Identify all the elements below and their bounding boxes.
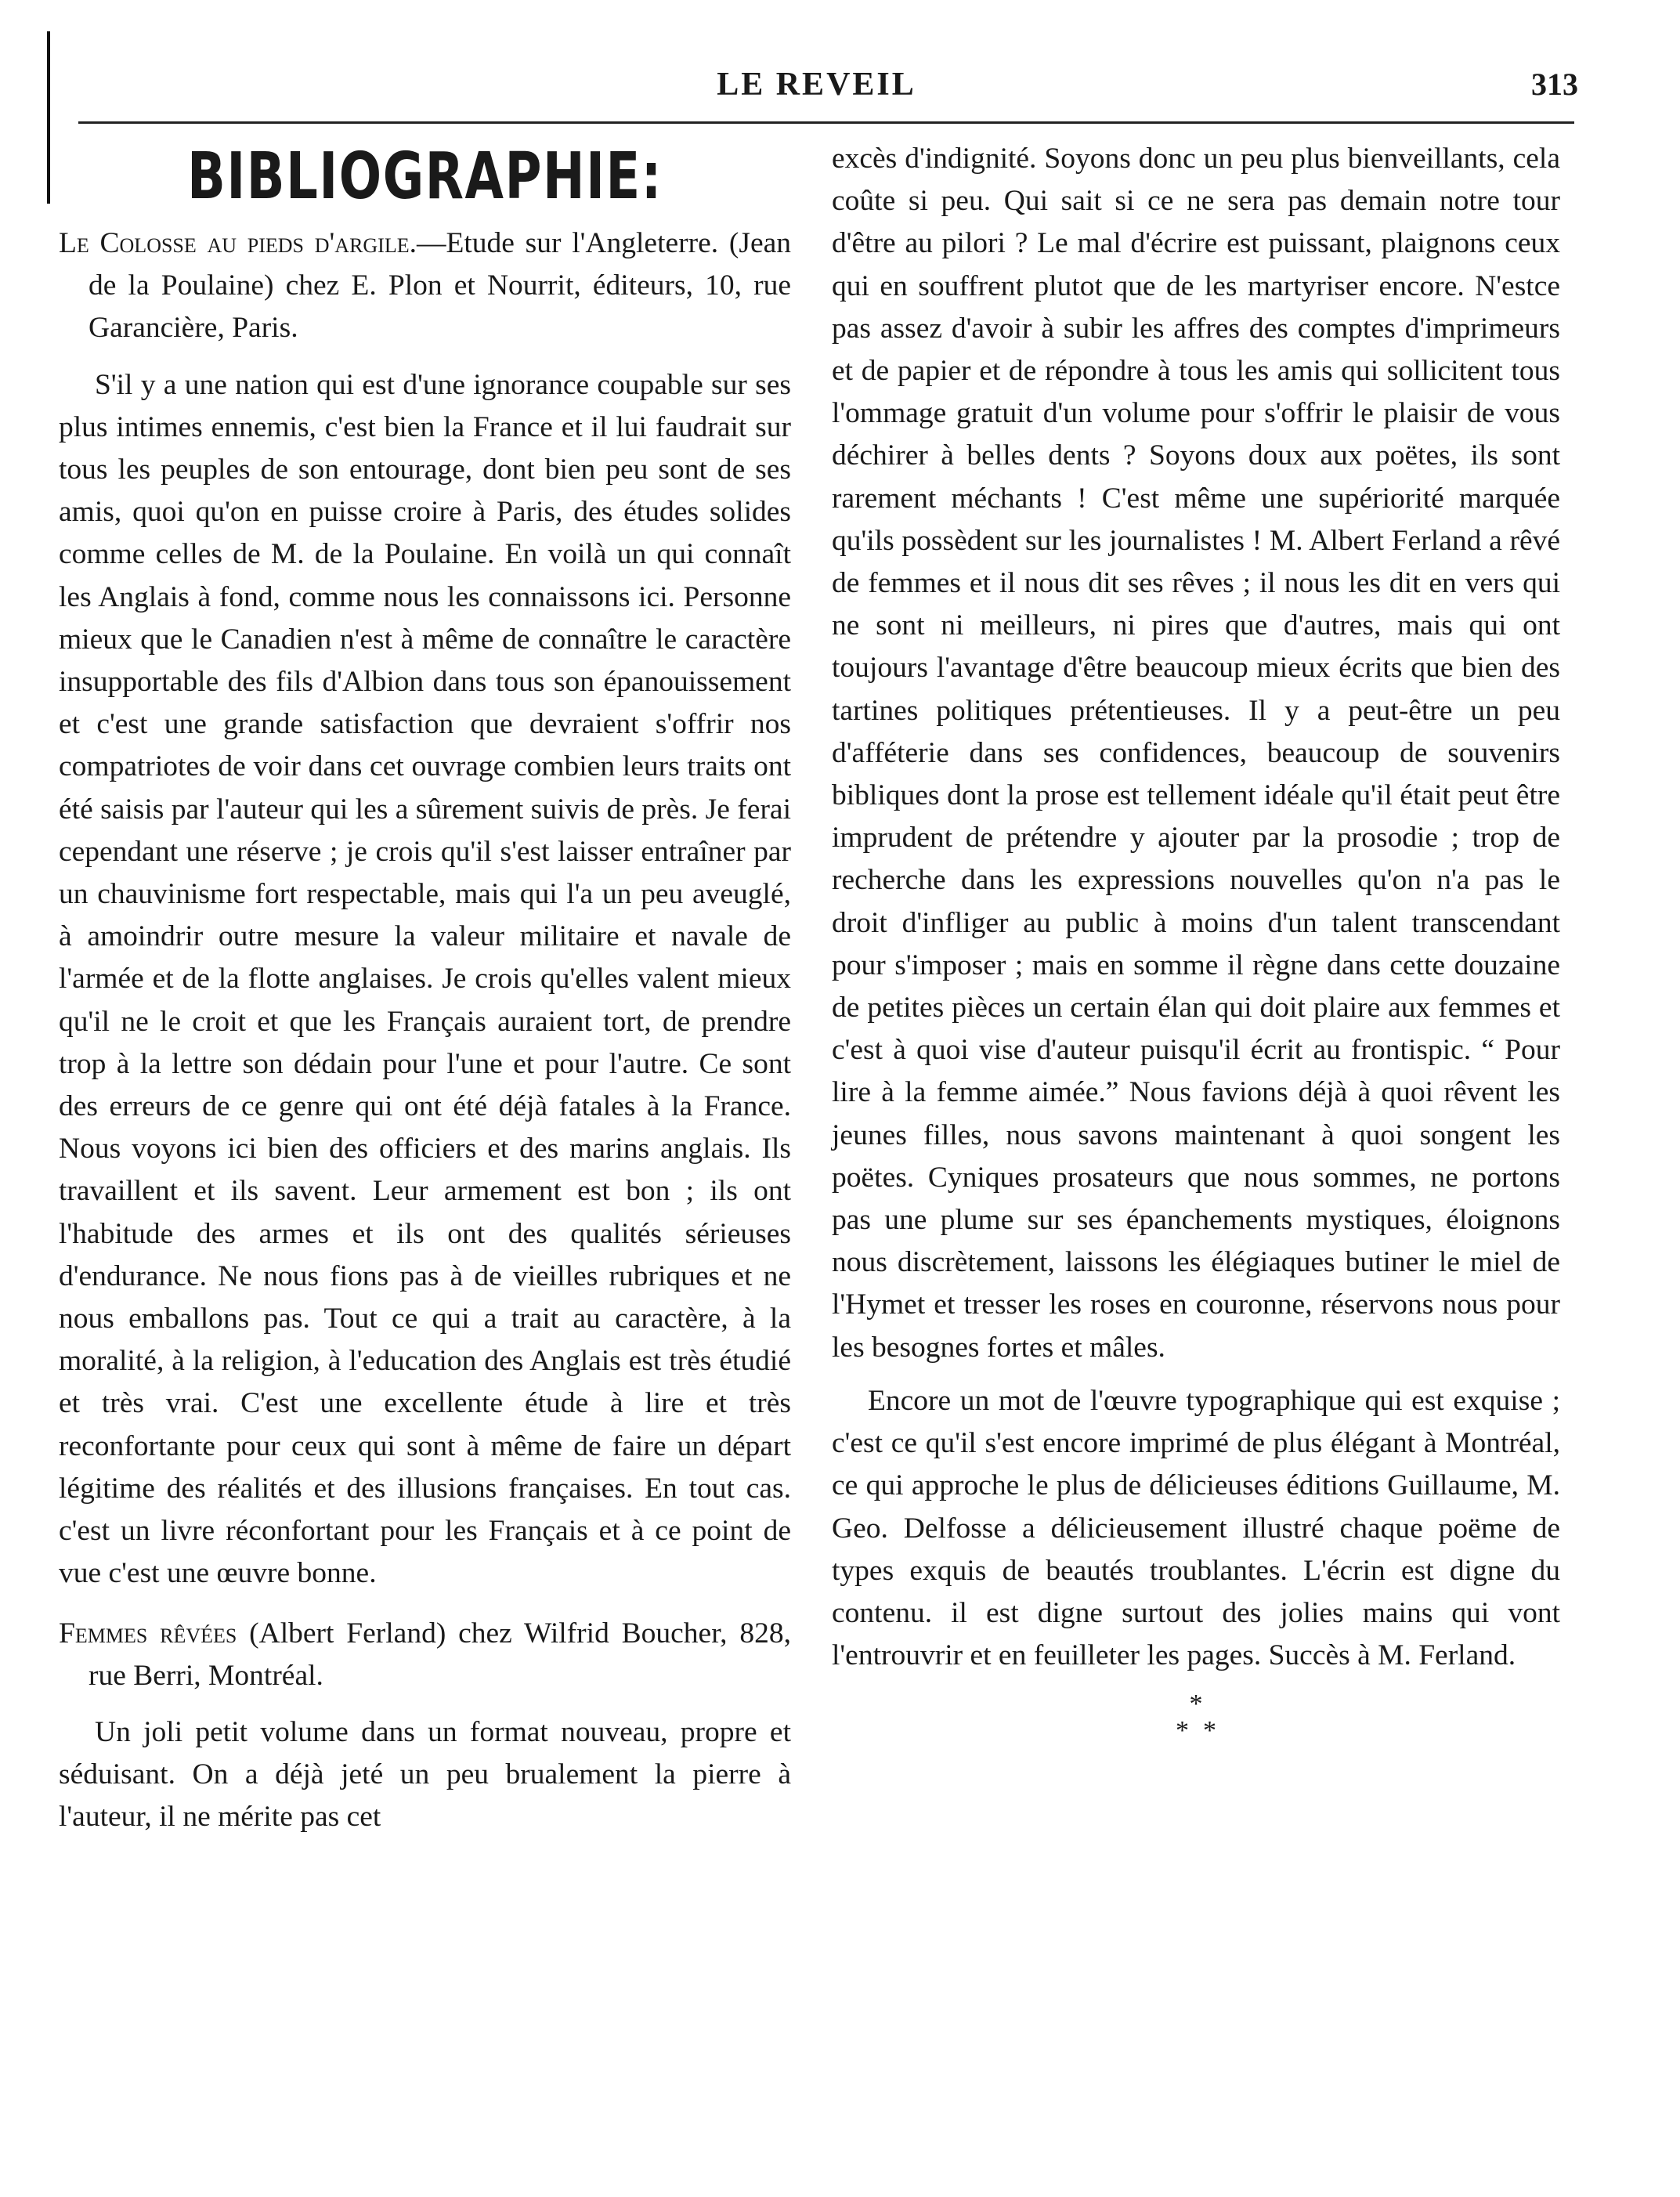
header-rule: [78, 121, 1574, 124]
margin-rule: [47, 31, 50, 204]
book-title-femmes: Femmes rêvées: [59, 1617, 237, 1650]
review-body-femmes-start: Un joli petit volume dans un format nouveau, propre et séduisant. On a déjà jeté un peu brualement la pierre à l'auteur, il ne mérite pas cet: [59, 1715, 791, 1834]
running-head: LE REVEIL: [717, 67, 916, 103]
asterism-top: *: [1189, 1689, 1203, 1719]
left-column: [59, 135, 791, 1839]
right-column: [832, 138, 1560, 1744]
page-header: [55, 56, 1578, 111]
review-body-colosse: S'il y a une nation qui est d'une ignorance coupable sur ses plus intimes ennemis, c'est bien la France et il lui faudrait sur tous les peuples de son entourage, dont bien peu sont de ses amis, quoi qu'on en puisse croire à Paris, des études solides comme celles de M. de la Poulaine. En voilà un qui connaît les Anglais à fond, comme nous les connaissons ici. Personne mieux que le Canadien n'est à même de connaître le caractère insupportable des fils d'Albion dans tous son épanouissement et c'est une grande satisfaction que devraient s'offrir nos compatriotes de voir dans cet ouvrage combien leurs traits ont été saisis par l'auteur qui les a sûrement suivis de près. Je ferai cependant une réserve ; je crois qu'il s'est laisser entraîner par un chauvinisme fort respectable, mais qui l'a un peu aveuglé, à amoindrir outre mesure la valeur militaire et navale de l'armée et de la flotte anglaises. Je crois qu'elles valent mieux qu'il ne le croit et que les Français auraient tort, de prendre trop à la lettre son dédain pour l'une et pour l'autre. Ce sont des erreurs de ce genre qui ont été déjà fatales à la France. Nous voyons ici bien des officiers et des marins anglais. Ils travaillent et ils savent. Leur armement est bon ; ils ont l'habitude des armes et ils ont des qualités sérieuses d'endurance. Ne nous fions pas à de vieilles rubriques et ne nous emballons pas. Tout ce qui a trait au caractère, à la moralité, à la religion, à l'education des Anglais est très étudié et très vrai. C'est une excellente étude à lire et très reconfortante pour ceux qui sont à même de faire un départ légitime des réalités et des illusions françaises. En tout cas. c'est un livre réconfortant pour les Français et à ce point de vue c'est une œuvre bonne.: [59, 368, 791, 1590]
section-title: BIBLIOGRAPHIE:: [187, 139, 663, 214]
review-entry-colosse: [59, 222, 791, 350]
book-details-femmes: (Albert Ferland) chez Wilfrid Boucher, 828, rue Berri, Montréal.: [89, 1617, 791, 1692]
book-title-colosse: Le Colosse au pieds d'argile.: [59, 227, 417, 259]
review-body-femmes-typography: Encore un mot de l'œuvre typographique qui est exquise ; c'est ce qu'il s'est encore imprimé de plus élégant à Montréal, ce qui approche le plus de délicieuses éditions Guillaume, M. Geo. Delfosse a délicieusement illustré chaque poëme de types exquis de beautés troublantes. L'écrin est digne du contenu. il est digne surtout des jolies mains qui vont l'entrouvrir et en feuilleter les pages. Succès à M. Ferland.: [832, 1384, 1560, 1672]
asterism-ornament: [832, 1691, 1560, 1744]
review-entry-femmes: [59, 1613, 791, 1697]
book-details-colosse: —Etude sur l'Angleterre. (Jean de la Poulaine) chez E. Plon et Nourrit, éditeurs, 10, rue Garancière, Paris.: [89, 227, 791, 345]
asterism-bottom: **: [1176, 1716, 1230, 1746]
review-body-femmes-cont: excès d'indignité. Soyons donc un peu plus bienveillants, cela coûte si peu. Qui sait si ce ne sera pas demain notre tour d'être au pilori ? Le mal d'écrire est puissant, plaignons ceux qui en souffrent plutot que de les martyriser encore. N'estce pas assez d'avoir à subir les affres des comptes d'imprimeurs et de papier et de répondre à tous les amis qui sollicitent tous l'ommage gratuit d'un volume pour s'offrir le plaisir de vous déchirer à belles dents ? Soyons doux aux poëtes, ils sont rarement méchants ! C'est même une supériorité marquée qu'ils possèdent sur les journalistes ! M. Albert Ferland a rêvé de femmes et il nous dit ses rêves ; il nous les dit en vers qui ne sont ni meilleurs, ni pires que d'autres, mais qui ont toujours l'avantage d'être beaucoup mieux écrits que bien des tartines politiques prétentieuses. Il y a peut-être un peu d'afféterie dans ses confidences, beaucoup de souvenirs bibliques dont la prose est tellement idéale qu'il était peut être imprudent de prétendre y ajouter par la prosodie ; trop de recherche dans les expressions nouvelles qu'on n'a pas le droit d'infliger au public à moins d'un talent transcendant pour s'imposer ; mais en somme il règne dans cette douzaine de petites pièces un certain élan qui doit plaire aux femmes et c'est à quoi vise d'auteur puisqu'il écrit au frontispic. “ Pour lire à la femme aimée.” Nous favions déjà à quoi rêvent les jeunes filles, nous savons maintenant à quoi songent les poëtes. Cyniques prosateurs que nous sommes, ne portons pas une plume sur ses épanchements mystiques, éloignons nous discrètement, laissons les élégiaques butiner le miel de l'Hymet et tresser les roses en couronne, réservons nous pour les besognes fortes et mâles.: [832, 143, 1560, 1364]
page-number: 313: [1531, 67, 1578, 102]
